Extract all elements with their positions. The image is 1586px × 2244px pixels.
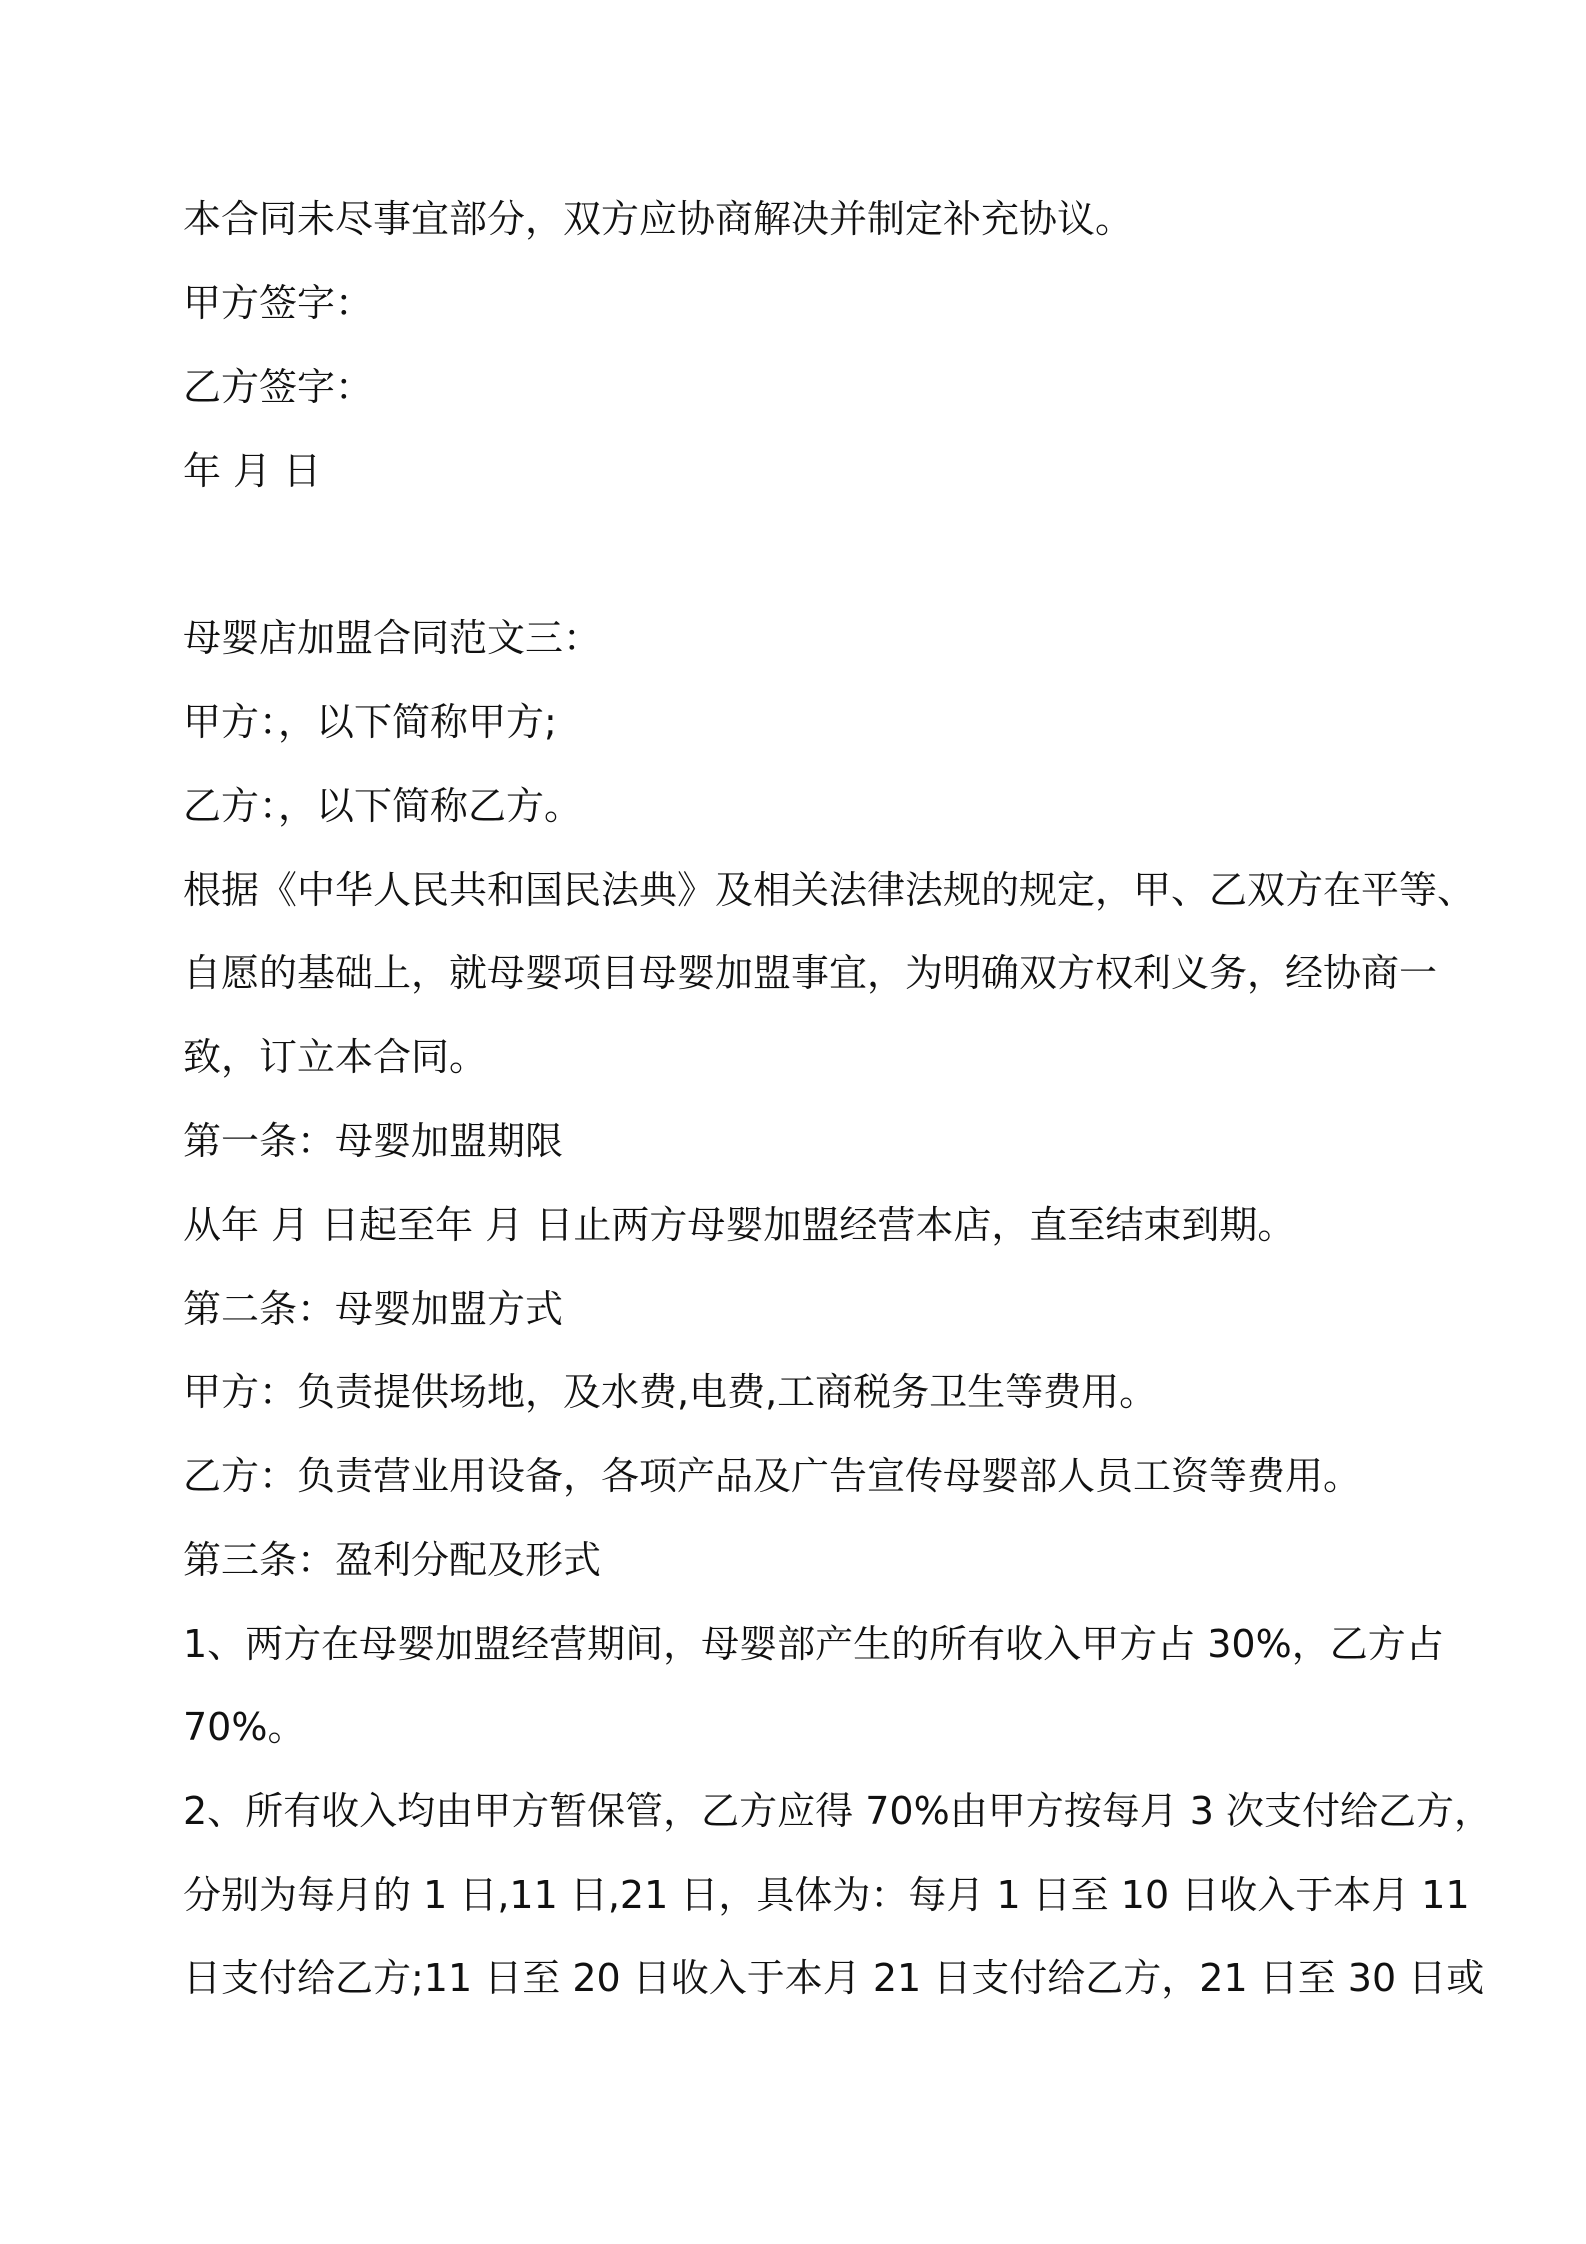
text-line-date: 年 月 日 xyxy=(183,449,322,493)
text-line-method-party-a: 甲方：负责提供场地，及水费,电费,工商税务卫生等费用。 xyxy=(183,1370,1158,1414)
text-line-party-a-signature: 甲方签字： xyxy=(183,281,374,325)
text-line-preamble-3: 致，订立本合同。 xyxy=(183,1035,488,1079)
text-line-party-b-signature: 乙方签字： xyxy=(183,365,374,409)
text-line-party-b: 乙方：，以下简称乙方。 xyxy=(183,784,583,828)
text-line-profit-1a: 1、两方在母婴加盟经营期间，母婴部产生的所有收入甲方占 30%，乙方占 xyxy=(183,1622,1444,1666)
text-line-method-party-b: 乙方：负责营业用设备，各项产品及广告宣传母婴部人员工资等费用。 xyxy=(183,1454,1362,1498)
text-line-profit-1b: 70%。 xyxy=(183,1705,306,1749)
text-line-term: 从年 月 日起至年 月 日止两方母婴加盟经营本店，直至结束到期。 xyxy=(183,1203,1296,1247)
text-line-profit-2b: 分别为每月的 1 日,11 日,21 日，具体为：每月 1 日至 10 日收入于本月 11 xyxy=(183,1873,1470,1917)
text-line-profit-2a: 2、所有收入均由甲方暂保管，乙方应得 70%由甲方按每月 3 次支付给乙方， xyxy=(183,1789,1493,1833)
text-line-preamble-1: 根据《中华人民共和国民法典》及相关法律法规的规定，甲、乙双方在平等、 xyxy=(183,868,1476,912)
text-line-party-a: 甲方：，以下简称甲方; xyxy=(183,700,557,744)
article-heading-method: 第二条：母婴加盟方式 xyxy=(183,1287,564,1331)
text-line-profit-2c: 日支付给乙方;11 日至 20 日收入于本月 21 日支付给乙方，21 日至 30 日或 xyxy=(183,1956,1485,2000)
text-line-preamble-2: 自愿的基础上，就母婴项目母婴加盟事宜，为明确双方权利义务，经协商一 xyxy=(183,951,1438,995)
section-heading-sample-three: 母婴店加盟合同范文三： xyxy=(183,616,602,660)
article-heading-profit: 第三条：盈利分配及形式 xyxy=(183,1538,602,1582)
text-line-supplement: 本合同未尽事宜部分，双方应协商解决并制定补充协议。 xyxy=(183,197,1134,241)
article-heading-term: 第一条：母婴加盟期限 xyxy=(183,1119,564,1163)
